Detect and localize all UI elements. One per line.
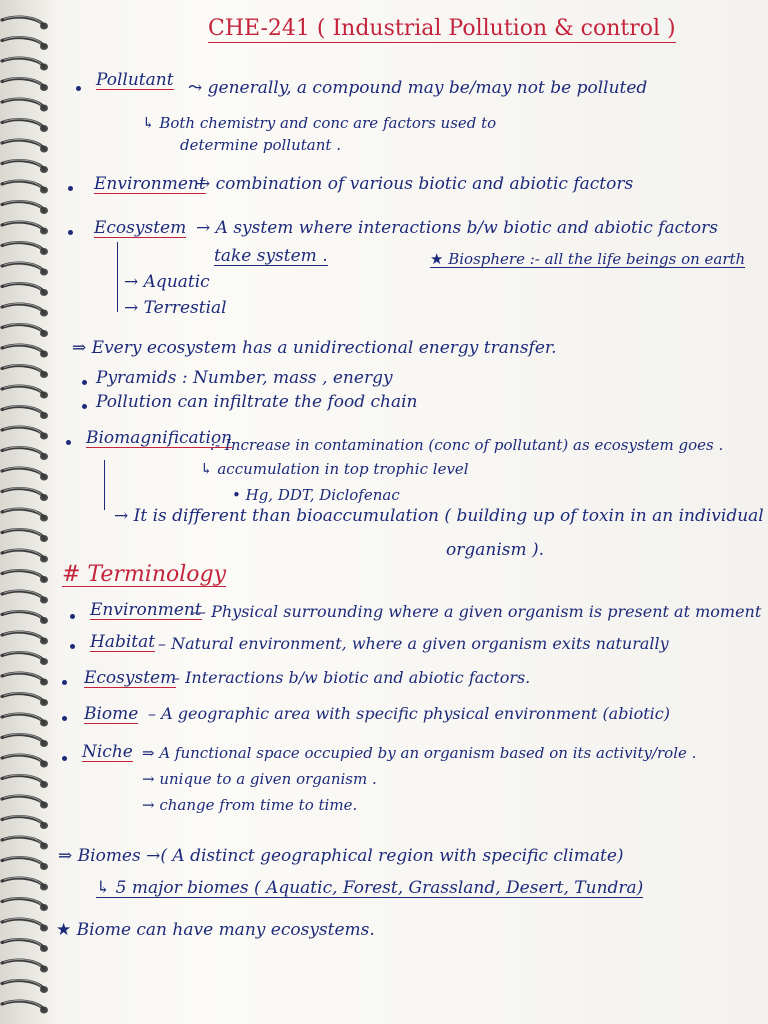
spiral-ring	[2, 489, 44, 498]
spiral-ring	[2, 755, 44, 764]
spiral-ring	[2, 243, 44, 252]
bullet	[70, 614, 75, 619]
term-biome: Biome	[84, 704, 139, 724]
spiral-ring	[2, 386, 44, 395]
environment-term: Environment	[94, 174, 206, 194]
spiral-ring	[2, 673, 44, 682]
biomes-line: ⇒ Biomes →( A distinct geographical region with specific climate)	[58, 846, 624, 866]
term-ecosystem-def: – Interactions b/w biotic and abiotic factors.	[172, 668, 531, 687]
ecosystem-def2: take system .	[214, 246, 328, 266]
branch-terrestial: → Terrestial	[124, 298, 227, 318]
spiral-ring	[2, 120, 44, 129]
spiral-ring	[2, 735, 44, 744]
pyramids-line: Pyramids : Number, mass , energy	[96, 368, 393, 388]
spiral-ring	[2, 612, 44, 621]
biomag-sub2: • Hg, DDT, Diclofenac	[232, 486, 400, 504]
pollutant-def: ⤳ generally, a compound may be/may not be polluted	[188, 78, 648, 98]
spiral-ring	[2, 550, 44, 559]
biomag-diff: → It is different than bioaccumulation ( building up of toxin in an individual	[114, 506, 764, 526]
spiral-ring	[2, 694, 44, 703]
spiral-ring	[2, 17, 44, 26]
ecosystem-def: → A system where interactions b/w biotic and abiotic factors	[196, 218, 719, 238]
term-habitat: Habitat	[90, 632, 156, 652]
spiral-ring	[2, 181, 44, 190]
biomag-term: Biomagnification	[86, 428, 233, 448]
term-niche-def: ⇒ A functional space occupied by an organism based on its activity/role .	[142, 744, 697, 762]
spiral-ring	[2, 858, 44, 867]
spiral-ring	[2, 571, 44, 580]
spiral-ring	[2, 79, 44, 88]
bullet	[82, 404, 87, 409]
spiral-ring	[2, 509, 44, 518]
spiral-ring	[2, 345, 44, 354]
spiral-binding	[0, 0, 58, 1024]
branch-line	[117, 242, 118, 312]
spiral-ring	[2, 427, 44, 436]
spiral-ring	[2, 161, 44, 170]
spiral-ring	[2, 202, 44, 211]
spiral-ring	[2, 940, 44, 949]
spiral-ring	[2, 263, 44, 272]
term-environment: Environment	[90, 600, 202, 620]
biome-note: ★ Biome can have many ecosystems.	[56, 920, 375, 940]
branch-aquatic: → Aquatic	[124, 272, 210, 292]
bullet	[70, 644, 75, 649]
spiral-ring	[2, 99, 44, 108]
spiral-ring	[2, 38, 44, 47]
bullet	[68, 230, 73, 235]
pollutant-term: Pollutant	[96, 70, 174, 90]
ecosystem-term: Ecosystem	[94, 218, 187, 238]
spiral-ring	[2, 448, 44, 457]
bullet	[62, 756, 67, 761]
niche-sub1: → unique to a given organism .	[142, 770, 377, 788]
spiral-ring	[2, 796, 44, 805]
spiral-ring	[2, 58, 44, 67]
bullet	[68, 186, 73, 191]
term-habitat-def: – Natural environment, where a given organism exits naturally	[158, 634, 669, 653]
bullet	[76, 86, 81, 91]
spiral-ring	[2, 960, 44, 969]
biomag-sub1: ↳ accumulation in top trophic level	[200, 460, 469, 478]
spiral-ring	[2, 366, 44, 375]
spiral-ring	[2, 304, 44, 313]
term-biome-def: – A geographic area with specific physical environment (abiotic)	[148, 704, 670, 723]
pollutant-sub: ↳ Both chemistry and conc are factors used to	[142, 114, 497, 132]
biomes-sub: ↳ 5 major biomes ( Aquatic, Forest, Grassland, Desert, Tundra)	[96, 878, 644, 898]
spiral-ring	[2, 817, 44, 826]
foodchain-line: Pollution can infiltrate the food chain	[96, 392, 418, 412]
spiral-ring	[2, 407, 44, 416]
terminology-header: # Terminology	[62, 562, 227, 587]
pollutant-sub2: determine pollutant .	[180, 136, 341, 154]
spiral-ring	[2, 222, 44, 231]
spiral-ring	[2, 878, 44, 887]
energy-line: ⇒ Every ecosystem has a unidirectional energy transfer.	[72, 338, 557, 358]
spiral-ring	[2, 1001, 44, 1010]
page-title: CHE-241 ( Industrial Pollution & control )	[208, 16, 676, 41]
environment-def: → combination of various biotic and abiotic factors	[196, 174, 634, 194]
term-ecosystem: Ecosystem	[84, 668, 177, 688]
spiral-ring	[2, 468, 44, 477]
spiral-ring	[2, 981, 44, 990]
spiral-ring	[2, 530, 44, 539]
biomag-diff2: organism ).	[446, 540, 545, 560]
biosphere-note: ★ Biosphere :- all the life beings on earth	[430, 250, 746, 268]
bullet	[62, 716, 67, 721]
bullet	[82, 380, 87, 385]
spiral-ring	[2, 653, 44, 662]
term-environment-def: — Physical surrounding where a given organism is present at moment	[190, 602, 762, 621]
spiral-ring	[2, 284, 44, 293]
spiral-ring	[2, 632, 44, 641]
bullet	[66, 440, 71, 445]
spiral-ring	[2, 591, 44, 600]
spiral-ring	[2, 899, 44, 908]
spiral-ring	[2, 919, 44, 928]
niche-sub2: → change from time to time.	[142, 796, 358, 814]
term-niche: Niche	[82, 742, 133, 762]
biomag-branch	[104, 460, 105, 510]
spiral-ring	[2, 837, 44, 846]
spiral-ring	[2, 776, 44, 785]
spiral-ring	[2, 325, 44, 334]
spiral-ring	[2, 714, 44, 723]
bullet	[62, 680, 67, 685]
biomag-def: :- Increase in contamination (conc of pollutant) as ecosystem goes .	[210, 436, 724, 454]
spiral-ring	[2, 140, 44, 149]
